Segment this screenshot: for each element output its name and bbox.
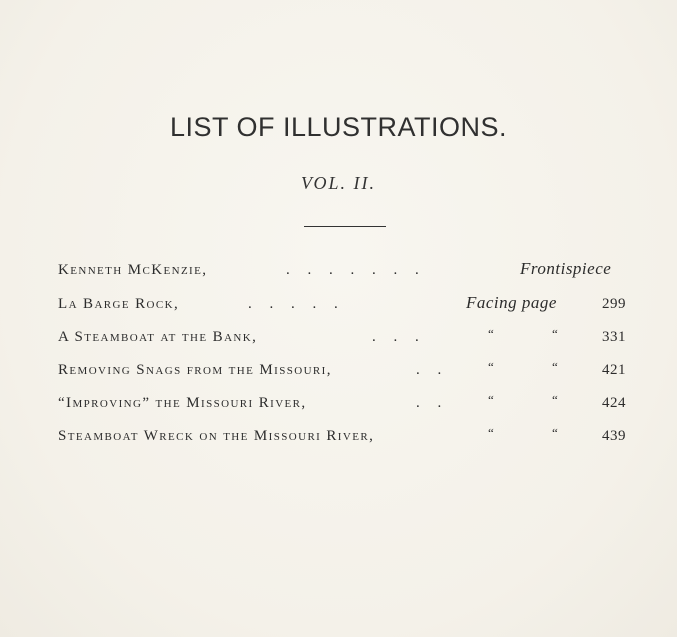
ditto-mark: “ <box>488 359 494 374</box>
page-title: LIST OF ILLUSTRATIONS. <box>169 112 508 142</box>
page-number: 439 <box>602 428 626 444</box>
page-number: 299 <box>602 296 626 312</box>
illustration-title: Kenneth McKenzie, <box>58 262 208 278</box>
leader-dots: . . <box>416 362 442 378</box>
leader-dots: . . . <box>372 329 419 345</box>
ditto-mark: “ <box>488 392 494 407</box>
ditto-mark: “ <box>488 425 494 440</box>
page-number: 424 <box>602 395 626 411</box>
ditto-mark: “ <box>552 392 558 407</box>
page-number: 421 <box>602 362 626 378</box>
page-number: 331 <box>602 329 626 345</box>
list-item <box>58 259 638 286</box>
ditto-mark: “ <box>552 425 558 440</box>
illustration-title: Steamboat Wreck on the Missouri River, <box>58 428 375 444</box>
volume-label: VOL. II. <box>301 173 376 193</box>
ditto-mark: “ <box>488 326 494 341</box>
leader-dots: . . . . . . . <box>286 262 419 278</box>
ditto-mark: “ <box>552 359 558 374</box>
list-item <box>58 359 638 386</box>
list-item <box>58 392 638 419</box>
list-item <box>58 293 638 320</box>
illustration-title: La Barge Rock, <box>58 296 180 312</box>
leader-dots: . . . . . <box>248 296 338 312</box>
illustration-title: Removing Snags from the Missouri, <box>58 362 332 378</box>
placement-label: Frontispiece <box>520 259 612 278</box>
illustration-title: A Steamboat at the Bank, <box>58 329 258 345</box>
ditto-mark: “ <box>552 326 558 341</box>
list-item <box>58 326 638 353</box>
placement-label: Facing page <box>466 293 557 312</box>
leader-dots: . . <box>416 395 442 411</box>
list-item <box>58 425 638 452</box>
illustration-title: “Improving” the Missouri River, <box>58 395 307 411</box>
